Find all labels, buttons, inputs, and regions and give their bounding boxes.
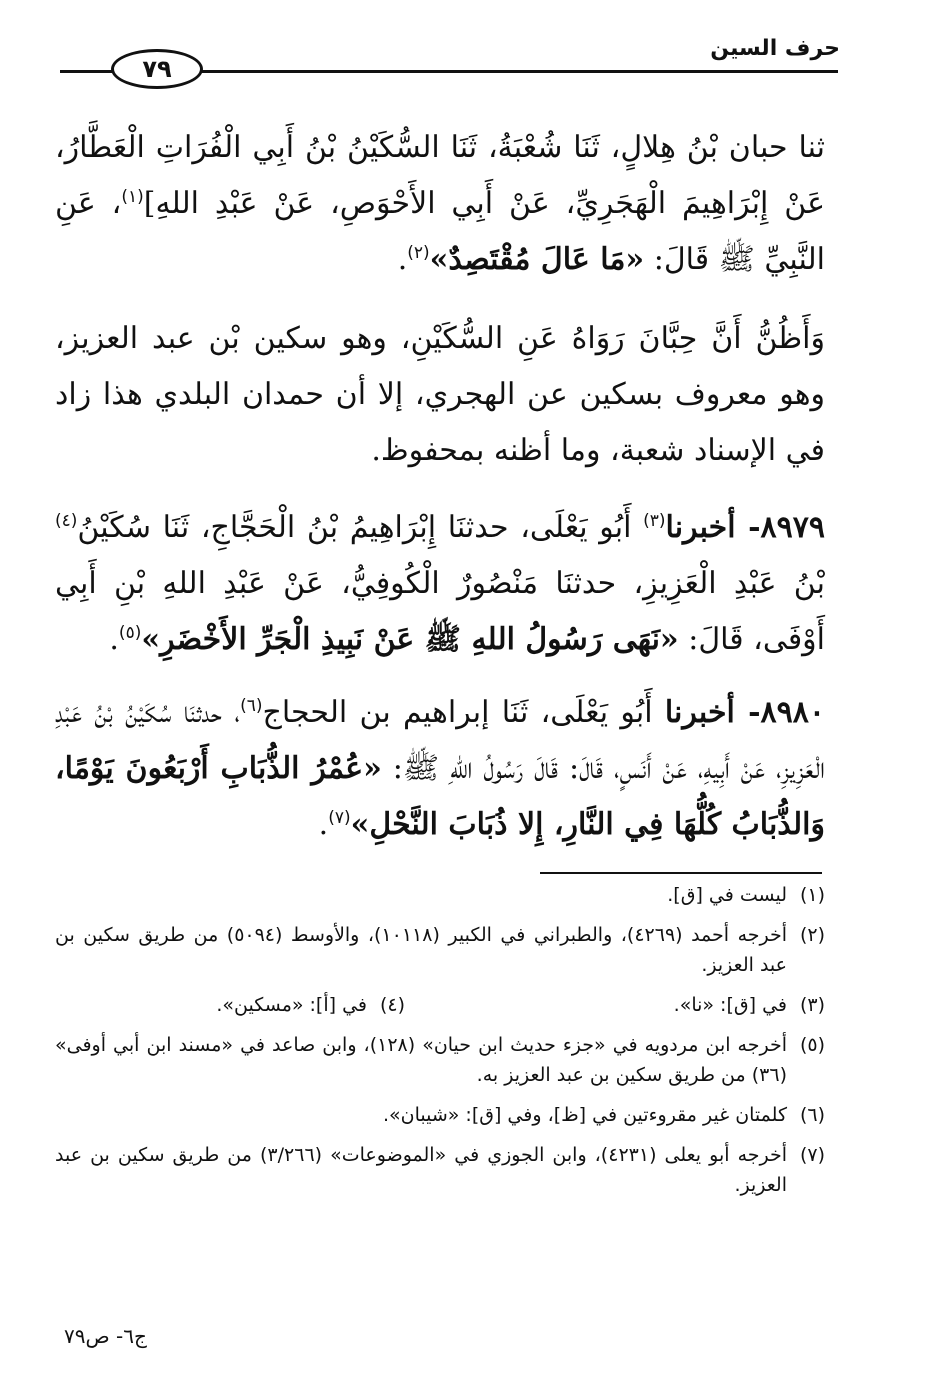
footnote-ref[interactable]: (٦) — [240, 696, 263, 716]
footnote-1 — [55, 880, 825, 910]
footnote-text: أخرجه أحمد (٤٢٦٩)، والطبراني في الكبير (١٠١١٨)، والأوسط (٥٠٩٤) من طريق سكين بن عبد العزيز. — [55, 924, 788, 976]
footnotes — [55, 880, 825, 1210]
paragraph-hadith-8979 — [55, 500, 825, 668]
hadith-number: ٨٩٨٠- — [734, 695, 825, 730]
footnote-text: في [أ]: «مسكين». — [216, 994, 367, 1016]
footnote-ref[interactable]: (٤) — [55, 511, 78, 531]
footnote-ref[interactable]: (٣) — [643, 511, 666, 531]
paragraph-hadith-intro — [55, 120, 825, 288]
hadith-number: ٨٩٧٩- — [735, 510, 825, 545]
footnote-ref[interactable]: (٢) — [407, 243, 430, 263]
footnote-row-3-4 — [55, 990, 825, 1020]
footnote-number: (٦) — [799, 1104, 825, 1126]
paragraph-text: ، حدثنَا سُكَيْنُ بْنُ عَبْدِ الْعَزِيزِ، عَنْ أَبِيهِ، عَنْ أَنَسٍ، قَالَ: قَالَ رَسُولُ اللهِ ﷺ: — [55, 695, 825, 786]
paragraph-text: ثنا حبان بْنُ هِلالٍ، ثَنَا شُعْبَةُ، ثَنَا السُّكَيْنُ بْنُ أَبِي الْفُرَاتِ الْعَطَّارُ، عَنْ إِبْرَاهِيمَ الْهَجَرِيِّ، عَنْ أَبِي الأَحْوَصِ، عَنْ عَبْدِ اللهِ] — [55, 130, 825, 221]
paragraph-commentary: وَأَظُنُّ أَنَّ حِبَّانَ رَوَاهُ عَنِ السُّكَيْنِ، وهو سكين بْن عبد العزيز، وهو معروف بسكين عن الهجري، إلا أن حمدان البلدي هذا زاد في الإسناد شعبة، وما أظنه بمحفوظ. — [55, 321, 825, 468]
paragraph-text: بْنُ عَبْدِ الْعَزِيزِ، حدثنَا مَنْصُورٌ الْكُوفِيُّ، عَنْ عَبْدِ اللهِ بْنِ أَبِي أَوْفَى، قَالَ: — [55, 566, 825, 657]
footnote-3 — [405, 990, 825, 1020]
footnote-separator — [540, 872, 822, 874]
paragraph-text: . — [109, 622, 119, 657]
footnote-number: (٧) — [799, 1144, 825, 1166]
chapter-title: حرف السين — [710, 36, 840, 61]
footnote-text: ليست في [ق]. — [667, 884, 787, 906]
page-number-badge — [111, 49, 203, 89]
paragraph-text: ، عَنِ النَّبِيِّ ﷺ قَالَ: — [55, 186, 825, 277]
footnote-number: (١) — [799, 884, 825, 906]
volume-page-reference: ج٦- ص٧٩ — [64, 1324, 147, 1348]
narration-keyword: أخبرنا — [665, 510, 736, 545]
footnote-number: (٤) — [379, 994, 405, 1016]
footnote-text: كلمتان غير مقروءتين في [ظ]، وفي [ق]: «شيبان». — [382, 1104, 787, 1126]
footnote-2 — [55, 920, 825, 980]
paragraph-text: أَبُو يَعْلَى، حدثنَا إِبْرَاهِيمُ بْنُ الْحَجَّاجِ، ثَنَا سُكَيْنُ — [77, 510, 644, 545]
footnote-6 — [55, 1100, 825, 1130]
footnote-ref[interactable]: (١) — [121, 187, 144, 207]
footnote-4 — [216, 990, 405, 1020]
footnote-ref[interactable]: (٥) — [118, 623, 142, 643]
footnote-ref[interactable]: (٧) — [328, 808, 351, 828]
paragraph-text: أَبُو يَعْلَى، ثَنَا إبراهيم بن الحجاج — [262, 695, 665, 730]
hadith-text: «نَهَى رَسُولُ اللهِ ﷺ عَنْ نَبِيذِ الْجَرِّ الأَخْضَرِ» — [141, 622, 679, 657]
footnote-number: (٣) — [799, 994, 825, 1016]
narration-keyword: أخبرنا — [664, 695, 735, 730]
footnote-text: في [ق]: «نا». — [673, 994, 787, 1016]
footnote-number: (٢) — [799, 924, 825, 946]
footnote-number: (٥) — [799, 1034, 825, 1056]
hadith-text: «مَا عَالَ مُقْتَصِدٌ» — [429, 242, 645, 277]
footnote-5 — [55, 1030, 825, 1090]
page-number: ٧٩ — [142, 55, 172, 83]
footnote-7 — [55, 1140, 825, 1200]
paragraph-text: . — [318, 807, 329, 842]
footnote-text: أخرجه أبو يعلى (٤٢٣١)، وابن الجوزي في «الموضوعات» (٣/٢٦٦) من طريق سكين بن عبد العزيز. — [55, 1144, 788, 1196]
paragraph-hadith-8980 — [55, 685, 825, 853]
paragraph-text: . — [397, 242, 408, 277]
hadith-text: «عُمْرُ الذُّبَابِ أَرْبَعُونَ يَوْمًا، وَالذُّبَابُ كُلُّهَا فِي النَّارِ، إِلا ذُبَابَ النَّحْلِ» — [55, 751, 825, 842]
footnote-text: أخرجه ابن مردويه في «جزء حديث ابن حيان» (١٢٨)، وابن صاعد في «مسند ابن أبي أوفى» (٣٦) من طريق سكين بن عبد العزيز به. — [55, 1034, 787, 1086]
